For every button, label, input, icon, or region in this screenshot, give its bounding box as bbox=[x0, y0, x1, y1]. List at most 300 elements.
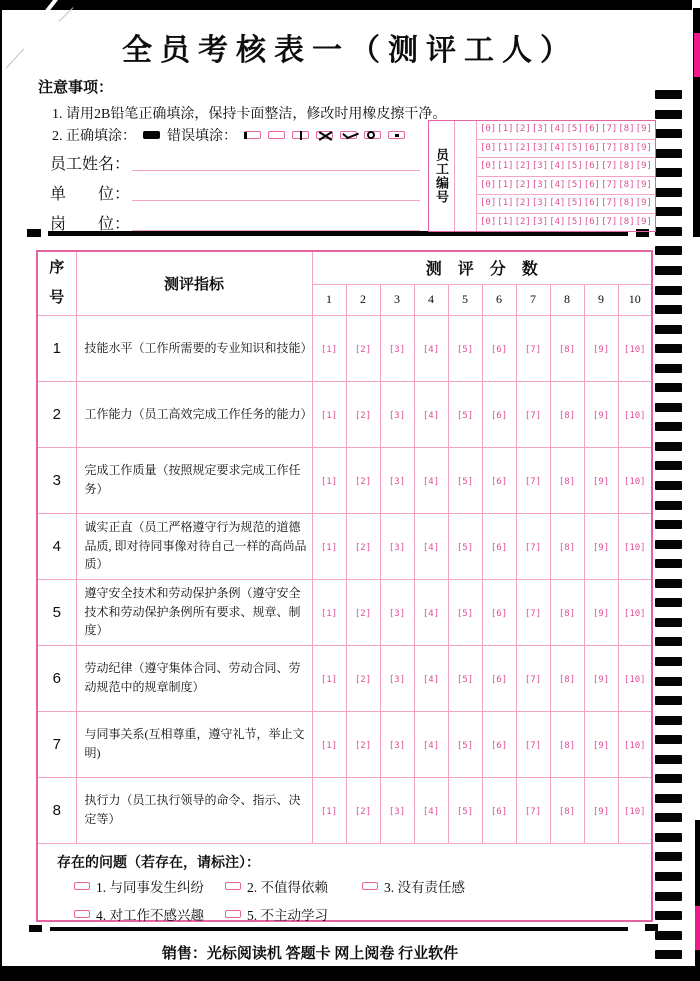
score-cell bbox=[380, 777, 414, 843]
score-number: 1 bbox=[312, 284, 346, 315]
score-cell bbox=[312, 315, 346, 381]
digit-bubble-6[interactable]: [6] bbox=[583, 124, 601, 135]
indicator-text: 执行力（员工执行领导的命令、指示、决定等） bbox=[76, 777, 312, 843]
unit-label: 单 位： bbox=[50, 186, 131, 203]
digit-bubble-9[interactable]: [9] bbox=[635, 216, 652, 227]
score-cell bbox=[346, 777, 380, 843]
digit-bubble-6[interactable]: [6] bbox=[583, 198, 601, 209]
indicator-text: 劳动纪律（遵守集体合同、劳动合同、劳动规范中的规章制度） bbox=[76, 645, 312, 711]
score-bubble-1[interactable]: [1] bbox=[320, 345, 338, 355]
timing-mark bbox=[655, 637, 682, 646]
score-cell bbox=[550, 447, 584, 513]
score-bubble-2[interactable]: [2] bbox=[354, 741, 372, 751]
score-number: 7 bbox=[516, 284, 550, 315]
digit-bubble-6[interactable]: [6] bbox=[583, 161, 601, 172]
score-bubble-8[interactable]: [8] bbox=[558, 741, 576, 751]
digit-bubble-3[interactable]: [3] bbox=[531, 198, 549, 209]
wrong-fill-cross-icon bbox=[316, 131, 333, 139]
digit-bubble-9[interactable]: [9] bbox=[635, 198, 652, 209]
timing-mark bbox=[655, 481, 682, 490]
timing-mark bbox=[655, 383, 682, 392]
digit-bubble-3[interactable]: [3] bbox=[531, 161, 549, 172]
score-bubble-4[interactable]: [4] bbox=[422, 609, 440, 619]
digit-bubble-8[interactable]: [8] bbox=[618, 179, 635, 190]
problem-label: 4. 对工作不感兴趣 bbox=[96, 907, 204, 923]
timing-mark bbox=[655, 677, 682, 686]
problem-item bbox=[362, 876, 465, 896]
timing-mark bbox=[655, 149, 682, 158]
score-cell bbox=[516, 513, 550, 579]
registration-square bbox=[29, 925, 42, 932]
scan-edge-bottom bbox=[0, 966, 700, 981]
score-bubble-4[interactable]: [4] bbox=[422, 675, 440, 685]
digit-bubble-1[interactable]: [1] bbox=[497, 161, 514, 172]
unit-row bbox=[50, 176, 420, 204]
digit-bubble-6[interactable]: [6] bbox=[583, 179, 601, 190]
score-bubble-1[interactable]: [1] bbox=[320, 609, 338, 619]
digit-bubble-4[interactable]: [4] bbox=[549, 216, 566, 227]
evaluation-table bbox=[36, 250, 653, 922]
score-bubble-6[interactable]: [6] bbox=[490, 675, 508, 685]
digit-bubble-4[interactable]: [4] bbox=[549, 124, 566, 135]
digit-bubble-5[interactable]: [5] bbox=[566, 142, 583, 153]
score-bubble-4[interactable]: [4] bbox=[422, 411, 440, 421]
score-bubble-8[interactable]: [8] bbox=[558, 477, 576, 487]
score-bubble-1[interactable]: [1] bbox=[320, 675, 338, 685]
timing-mark bbox=[655, 442, 682, 451]
digit-bubble-7[interactable]: [7] bbox=[601, 198, 618, 209]
timing-mark bbox=[655, 852, 682, 861]
score-cell bbox=[380, 711, 414, 777]
score-bubble-7[interactable]: [7] bbox=[524, 411, 542, 421]
position-field[interactable] bbox=[132, 211, 420, 231]
score-bubble-5[interactable]: [5] bbox=[456, 741, 474, 751]
problem-checkbox-2[interactable] bbox=[225, 882, 241, 890]
digit-bubble-4[interactable]: [4] bbox=[549, 142, 566, 153]
col-header-score: 测评分数 bbox=[312, 251, 652, 284]
score-bubble-10[interactable]: [10] bbox=[623, 477, 646, 487]
registration-square bbox=[645, 924, 658, 931]
score-bubble-10[interactable]: [10] bbox=[623, 411, 646, 421]
row-number: 1 bbox=[37, 315, 76, 381]
digit-bubble-3[interactable]: [3] bbox=[531, 179, 549, 190]
employee-id-row bbox=[477, 194, 655, 213]
digit-bubble-0[interactable]: [0] bbox=[480, 198, 497, 209]
problem-checkbox-1[interactable] bbox=[74, 882, 90, 890]
score-cell bbox=[346, 381, 380, 447]
score-cell bbox=[414, 315, 448, 381]
problem-item bbox=[74, 876, 204, 896]
digit-bubble-0[interactable]: [0] bbox=[480, 216, 497, 227]
score-cell bbox=[584, 579, 618, 645]
score-bubble-9[interactable]: [9] bbox=[592, 741, 610, 751]
digit-bubble-5[interactable]: [5] bbox=[566, 216, 583, 227]
problems-section bbox=[37, 843, 652, 921]
timing-mark bbox=[655, 168, 682, 177]
row-number: 2 bbox=[37, 381, 76, 447]
score-bubble-4[interactable]: [4] bbox=[422, 807, 440, 817]
timing-mark bbox=[655, 892, 682, 901]
digit-bubble-0[interactable]: [0] bbox=[480, 124, 497, 135]
page-title: 全员考核表一（测评工人） bbox=[122, 34, 578, 67]
employee-id-label: 员工编号 bbox=[429, 121, 455, 231]
problems-heading: 存在的问题（若存在，请标注）： bbox=[57, 855, 260, 871]
digit-bubble-5[interactable]: [5] bbox=[566, 179, 583, 190]
score-bubble-2[interactable]: [2] bbox=[354, 543, 372, 553]
score-cell bbox=[414, 513, 448, 579]
score-bubble-1[interactable]: [1] bbox=[320, 477, 338, 487]
problem-label: 1. 与同事发生纠纷 bbox=[96, 879, 204, 895]
score-bubble-10[interactable]: [10] bbox=[623, 675, 646, 685]
score-cell bbox=[380, 579, 414, 645]
digit-bubble-9[interactable]: [9] bbox=[635, 161, 652, 172]
problem-checkbox-4[interactable] bbox=[74, 910, 90, 918]
table-row bbox=[37, 513, 652, 579]
digit-bubble-0[interactable]: [0] bbox=[480, 142, 497, 153]
row-number: 7 bbox=[37, 711, 76, 777]
timing-mark bbox=[655, 422, 682, 431]
timing-mark bbox=[655, 90, 682, 99]
score-cell bbox=[550, 381, 584, 447]
score-bubble-2[interactable]: [2] bbox=[354, 675, 372, 685]
score-cell bbox=[550, 777, 584, 843]
digit-bubble-3[interactable]: [3] bbox=[531, 216, 549, 227]
score-cell bbox=[516, 777, 550, 843]
score-cell bbox=[550, 579, 584, 645]
digit-bubble-7[interactable]: [7] bbox=[601, 179, 618, 190]
score-bubble-2[interactable]: [2] bbox=[354, 609, 372, 619]
score-bubble-3[interactable]: [3] bbox=[388, 741, 406, 751]
score-bubble-9[interactable]: [9] bbox=[592, 609, 610, 619]
score-cell bbox=[414, 381, 448, 447]
timing-mark bbox=[655, 501, 682, 510]
score-bubble-2[interactable]: [2] bbox=[354, 345, 372, 355]
score-bubble-1[interactable]: [1] bbox=[320, 543, 338, 553]
score-bubble-1[interactable]: [1] bbox=[320, 411, 338, 421]
score-bubble-10[interactable]: [10] bbox=[623, 807, 646, 817]
score-bubble-5[interactable]: [5] bbox=[456, 345, 474, 355]
score-cell bbox=[312, 447, 346, 513]
score-cell bbox=[584, 447, 618, 513]
digit-bubble-8[interactable]: [8] bbox=[618, 124, 635, 135]
score-number: 4 bbox=[414, 284, 448, 315]
score-bubble-3[interactable]: [3] bbox=[388, 675, 406, 685]
score-bubble-10[interactable]: [10] bbox=[623, 345, 646, 355]
digit-bubble-6[interactable]: [6] bbox=[583, 216, 601, 227]
employee-name-label: 员工姓名： bbox=[50, 156, 131, 173]
digit-bubble-3[interactable]: [3] bbox=[531, 142, 549, 153]
score-cell bbox=[414, 777, 448, 843]
score-bubble-7[interactable]: [7] bbox=[524, 477, 542, 487]
digit-bubble-2[interactable]: [2] bbox=[514, 142, 531, 153]
score-bubble-8[interactable]: [8] bbox=[558, 411, 576, 421]
digit-bubble-2[interactable]: [2] bbox=[514, 179, 531, 190]
timing-mark bbox=[655, 325, 682, 334]
timing-mark bbox=[655, 520, 682, 529]
score-bubble-1[interactable]: [1] bbox=[320, 807, 338, 817]
row-number: 8 bbox=[37, 777, 76, 843]
score-cell bbox=[380, 315, 414, 381]
score-cell bbox=[618, 315, 652, 381]
timing-mark bbox=[655, 227, 682, 236]
score-bubble-9[interactable]: [9] bbox=[592, 345, 610, 355]
digit-bubble-7[interactable]: [7] bbox=[601, 142, 618, 153]
digit-bubble-9[interactable]: [9] bbox=[635, 124, 652, 135]
score-bubble-5[interactable]: [5] bbox=[456, 807, 474, 817]
employee-id-grid bbox=[428, 120, 656, 232]
score-bubble-6[interactable]: [6] bbox=[490, 345, 508, 355]
score-bubble-2[interactable]: [2] bbox=[354, 807, 372, 817]
table-row bbox=[37, 777, 652, 843]
score-bubble-3[interactable]: [3] bbox=[388, 807, 406, 817]
score-cell bbox=[618, 579, 652, 645]
scan-slash bbox=[45, 0, 59, 12]
score-bubble-5[interactable]: [5] bbox=[456, 609, 474, 619]
problem-label: 5. 不主动学习 bbox=[247, 907, 328, 923]
table-row bbox=[37, 711, 652, 777]
digit-bubble-8[interactable]: [8] bbox=[618, 161, 635, 172]
digit-bubble-9[interactable]: [9] bbox=[635, 179, 652, 190]
score-bubble-7[interactable]: [7] bbox=[524, 741, 542, 751]
score-bubble-6[interactable]: [6] bbox=[490, 609, 508, 619]
employee-id-row bbox=[477, 176, 655, 195]
score-cell bbox=[312, 381, 346, 447]
table-row bbox=[37, 579, 652, 645]
digit-bubble-0[interactable]: [0] bbox=[480, 179, 497, 190]
timing-mark bbox=[655, 286, 682, 295]
indicator-text: 完成工作质量（按照规定要求完成工作任务） bbox=[76, 447, 312, 513]
score-bubble-8[interactable]: [8] bbox=[558, 345, 576, 355]
score-cell bbox=[448, 513, 482, 579]
timing-mark bbox=[655, 364, 682, 373]
score-cell bbox=[448, 645, 482, 711]
table-row bbox=[37, 381, 652, 447]
table-row bbox=[37, 447, 652, 513]
score-bubble-9[interactable]: [9] bbox=[592, 807, 610, 817]
score-bubble-9[interactable]: [9] bbox=[592, 411, 610, 421]
score-bubble-9[interactable]: [9] bbox=[592, 675, 610, 685]
score-bubble-5[interactable]: [5] bbox=[456, 675, 474, 685]
score-bubble-3[interactable]: [3] bbox=[388, 411, 406, 421]
score-cell bbox=[448, 315, 482, 381]
score-bubble-2[interactable]: [2] bbox=[354, 477, 372, 487]
score-bubble-10[interactable]: [10] bbox=[623, 741, 646, 751]
digit-bubble-4[interactable]: [4] bbox=[549, 198, 566, 209]
employee-id-row bbox=[477, 121, 655, 139]
score-cell bbox=[516, 381, 550, 447]
score-cell bbox=[618, 513, 652, 579]
wrong-fill-halfline-icon bbox=[292, 131, 309, 139]
correct-fill-label: 2. 正确填涂： bbox=[52, 129, 136, 144]
score-bubble-4[interactable]: [4] bbox=[422, 477, 440, 487]
score-cell bbox=[312, 513, 346, 579]
digit-bubble-8[interactable]: [8] bbox=[618, 142, 635, 153]
score-cell bbox=[380, 645, 414, 711]
timing-mark bbox=[655, 110, 682, 119]
score-cell bbox=[346, 447, 380, 513]
score-bubble-3[interactable]: [3] bbox=[388, 609, 406, 619]
digit-bubble-1[interactable]: [1] bbox=[497, 216, 514, 227]
score-cell bbox=[380, 513, 414, 579]
digit-bubble-5[interactable]: [5] bbox=[566, 124, 583, 135]
problem-checkbox-3[interactable] bbox=[362, 882, 378, 890]
score-number: 6 bbox=[482, 284, 516, 315]
score-cell bbox=[346, 645, 380, 711]
score-bubble-6[interactable]: [6] bbox=[490, 477, 508, 487]
problem-item bbox=[225, 876, 328, 896]
score-bubble-4[interactable]: [4] bbox=[422, 345, 440, 355]
score-cell bbox=[550, 513, 584, 579]
score-bubble-8[interactable]: [8] bbox=[558, 609, 576, 619]
employee-id-bubble-rows bbox=[477, 121, 655, 231]
timing-mark bbox=[655, 657, 682, 666]
score-cell bbox=[482, 513, 516, 579]
digit-bubble-7[interactable]: [7] bbox=[601, 216, 618, 227]
score-cell bbox=[482, 645, 516, 711]
score-bubble-6[interactable]: [6] bbox=[490, 741, 508, 751]
digit-bubble-6[interactable]: [6] bbox=[583, 142, 601, 153]
digit-bubble-2[interactable]: [2] bbox=[514, 216, 531, 227]
col-header-seq: 序号 bbox=[37, 251, 76, 315]
indicator-text: 工作能力（员工高效完成工作任务的能力） bbox=[76, 381, 312, 447]
score-cell bbox=[482, 447, 516, 513]
digit-bubble-1[interactable]: [1] bbox=[497, 198, 514, 209]
footer-text: 销售：光标阅读机 答题卡 网上阅卷 行业软件 bbox=[161, 946, 459, 962]
digit-bubble-1[interactable]: [1] bbox=[497, 142, 514, 153]
score-bubble-5[interactable]: [5] bbox=[456, 411, 474, 421]
timing-mark bbox=[655, 813, 682, 822]
indicator-text: 诚实正直（员工严格遵守行为规范的道德品质, 即对待同事像对待自己一样的高尚品质） bbox=[76, 513, 312, 579]
digit-bubble-0[interactable]: [0] bbox=[480, 161, 497, 172]
score-bubble-10[interactable]: [10] bbox=[623, 609, 646, 619]
score-cell bbox=[516, 711, 550, 777]
score-cell bbox=[618, 711, 652, 777]
score-bubble-8[interactable]: [8] bbox=[558, 543, 576, 553]
timing-mark bbox=[655, 579, 682, 588]
score-bubble-6[interactable]: [6] bbox=[490, 543, 508, 553]
timing-mark bbox=[655, 716, 682, 725]
digit-bubble-5[interactable]: [5] bbox=[566, 198, 583, 209]
score-bubble-7[interactable]: [7] bbox=[524, 345, 542, 355]
score-cell bbox=[584, 381, 618, 447]
score-bubble-7[interactable]: [7] bbox=[524, 675, 542, 685]
digit-bubble-2[interactable]: [2] bbox=[514, 198, 531, 209]
score-bubble-5[interactable]: [5] bbox=[456, 543, 474, 553]
digit-bubble-1[interactable]: [1] bbox=[497, 124, 514, 135]
problem-item bbox=[225, 904, 328, 924]
digit-bubble-4[interactable]: [4] bbox=[549, 179, 566, 190]
score-cell bbox=[414, 447, 448, 513]
score-cell bbox=[380, 447, 414, 513]
score-cell bbox=[482, 777, 516, 843]
score-cell bbox=[448, 447, 482, 513]
digit-bubble-2[interactable]: [2] bbox=[514, 124, 531, 135]
timing-mark bbox=[655, 344, 682, 353]
timing-mark bbox=[655, 540, 682, 549]
unit-field[interactable] bbox=[132, 181, 420, 201]
scan-edge-left bbox=[0, 0, 2, 981]
score-cell bbox=[584, 777, 618, 843]
employee-id-row bbox=[477, 157, 655, 176]
digit-bubble-8[interactable]: [8] bbox=[618, 198, 635, 209]
employee-id-write-column[interactable] bbox=[455, 121, 477, 231]
score-bubble-3[interactable]: [3] bbox=[388, 543, 406, 553]
timing-mark bbox=[655, 403, 682, 412]
timing-mark bbox=[655, 129, 682, 138]
timing-mark bbox=[655, 833, 682, 842]
score-cell bbox=[584, 645, 618, 711]
score-number: 2 bbox=[346, 284, 380, 315]
score-bubble-2[interactable]: [2] bbox=[354, 411, 372, 421]
digit-bubble-3[interactable]: [3] bbox=[531, 124, 549, 135]
score-bubble-5[interactable]: [5] bbox=[456, 477, 474, 487]
score-bubble-1[interactable]: [1] bbox=[320, 741, 338, 751]
score-cell bbox=[550, 645, 584, 711]
score-bubble-10[interactable]: [10] bbox=[623, 543, 646, 553]
score-cell bbox=[346, 579, 380, 645]
digit-bubble-1[interactable]: [1] bbox=[497, 179, 514, 190]
score-cell bbox=[482, 381, 516, 447]
score-bubble-3[interactable]: [3] bbox=[388, 477, 406, 487]
problems-row bbox=[37, 843, 652, 921]
scan-edge-top bbox=[0, 0, 692, 10]
problem-checkbox-5[interactable] bbox=[225, 910, 241, 918]
score-bubble-8[interactable]: [8] bbox=[558, 675, 576, 685]
digit-bubble-7[interactable]: [7] bbox=[601, 161, 618, 172]
score-bubble-6[interactable]: [6] bbox=[490, 411, 508, 421]
table-row bbox=[37, 645, 652, 711]
score-bubble-3[interactable]: [3] bbox=[388, 345, 406, 355]
digit-bubble-5[interactable]: [5] bbox=[566, 161, 583, 172]
score-cell bbox=[516, 315, 550, 381]
score-bubble-4[interactable]: [4] bbox=[422, 741, 440, 751]
score-cell bbox=[312, 645, 346, 711]
wrong-fill-check-icon bbox=[340, 131, 357, 139]
score-cell bbox=[516, 579, 550, 645]
digit-bubble-7[interactable]: [7] bbox=[601, 124, 618, 135]
registration-square bbox=[27, 229, 41, 237]
timing-mark bbox=[655, 618, 682, 627]
score-bubble-9[interactable]: [9] bbox=[592, 477, 610, 487]
timing-mark bbox=[655, 598, 682, 607]
employee-name-field[interactable] bbox=[132, 151, 420, 171]
registration-bar-bottom bbox=[50, 927, 628, 931]
score-bubble-7[interactable]: [7] bbox=[524, 807, 542, 817]
digit-bubble-4[interactable]: [4] bbox=[549, 161, 566, 172]
score-bubble-8[interactable]: [8] bbox=[558, 807, 576, 817]
score-cell bbox=[414, 711, 448, 777]
score-bubble-4[interactable]: [4] bbox=[422, 543, 440, 553]
digit-bubble-9[interactable]: [9] bbox=[635, 142, 652, 153]
timing-mark bbox=[655, 911, 682, 920]
score-bubble-7[interactable]: [7] bbox=[524, 543, 542, 553]
wrong-fill-edge-mark-icon bbox=[244, 131, 261, 139]
score-bubble-9[interactable]: [9] bbox=[592, 543, 610, 553]
employee-id-row bbox=[477, 213, 655, 232]
position-row bbox=[50, 206, 420, 234]
digit-bubble-8[interactable]: [8] bbox=[618, 216, 635, 227]
score-cell bbox=[618, 645, 652, 711]
correct-fill-example-icon bbox=[143, 131, 160, 139]
position-label: 岗 位： bbox=[50, 216, 131, 233]
digit-bubble-2[interactable]: [2] bbox=[514, 161, 531, 172]
score-cell bbox=[414, 579, 448, 645]
score-bubble-6[interactable]: [6] bbox=[490, 807, 508, 817]
score-bubble-7[interactable]: [7] bbox=[524, 609, 542, 619]
score-cell bbox=[346, 315, 380, 381]
score-cell bbox=[482, 579, 516, 645]
timing-mark bbox=[655, 188, 682, 197]
